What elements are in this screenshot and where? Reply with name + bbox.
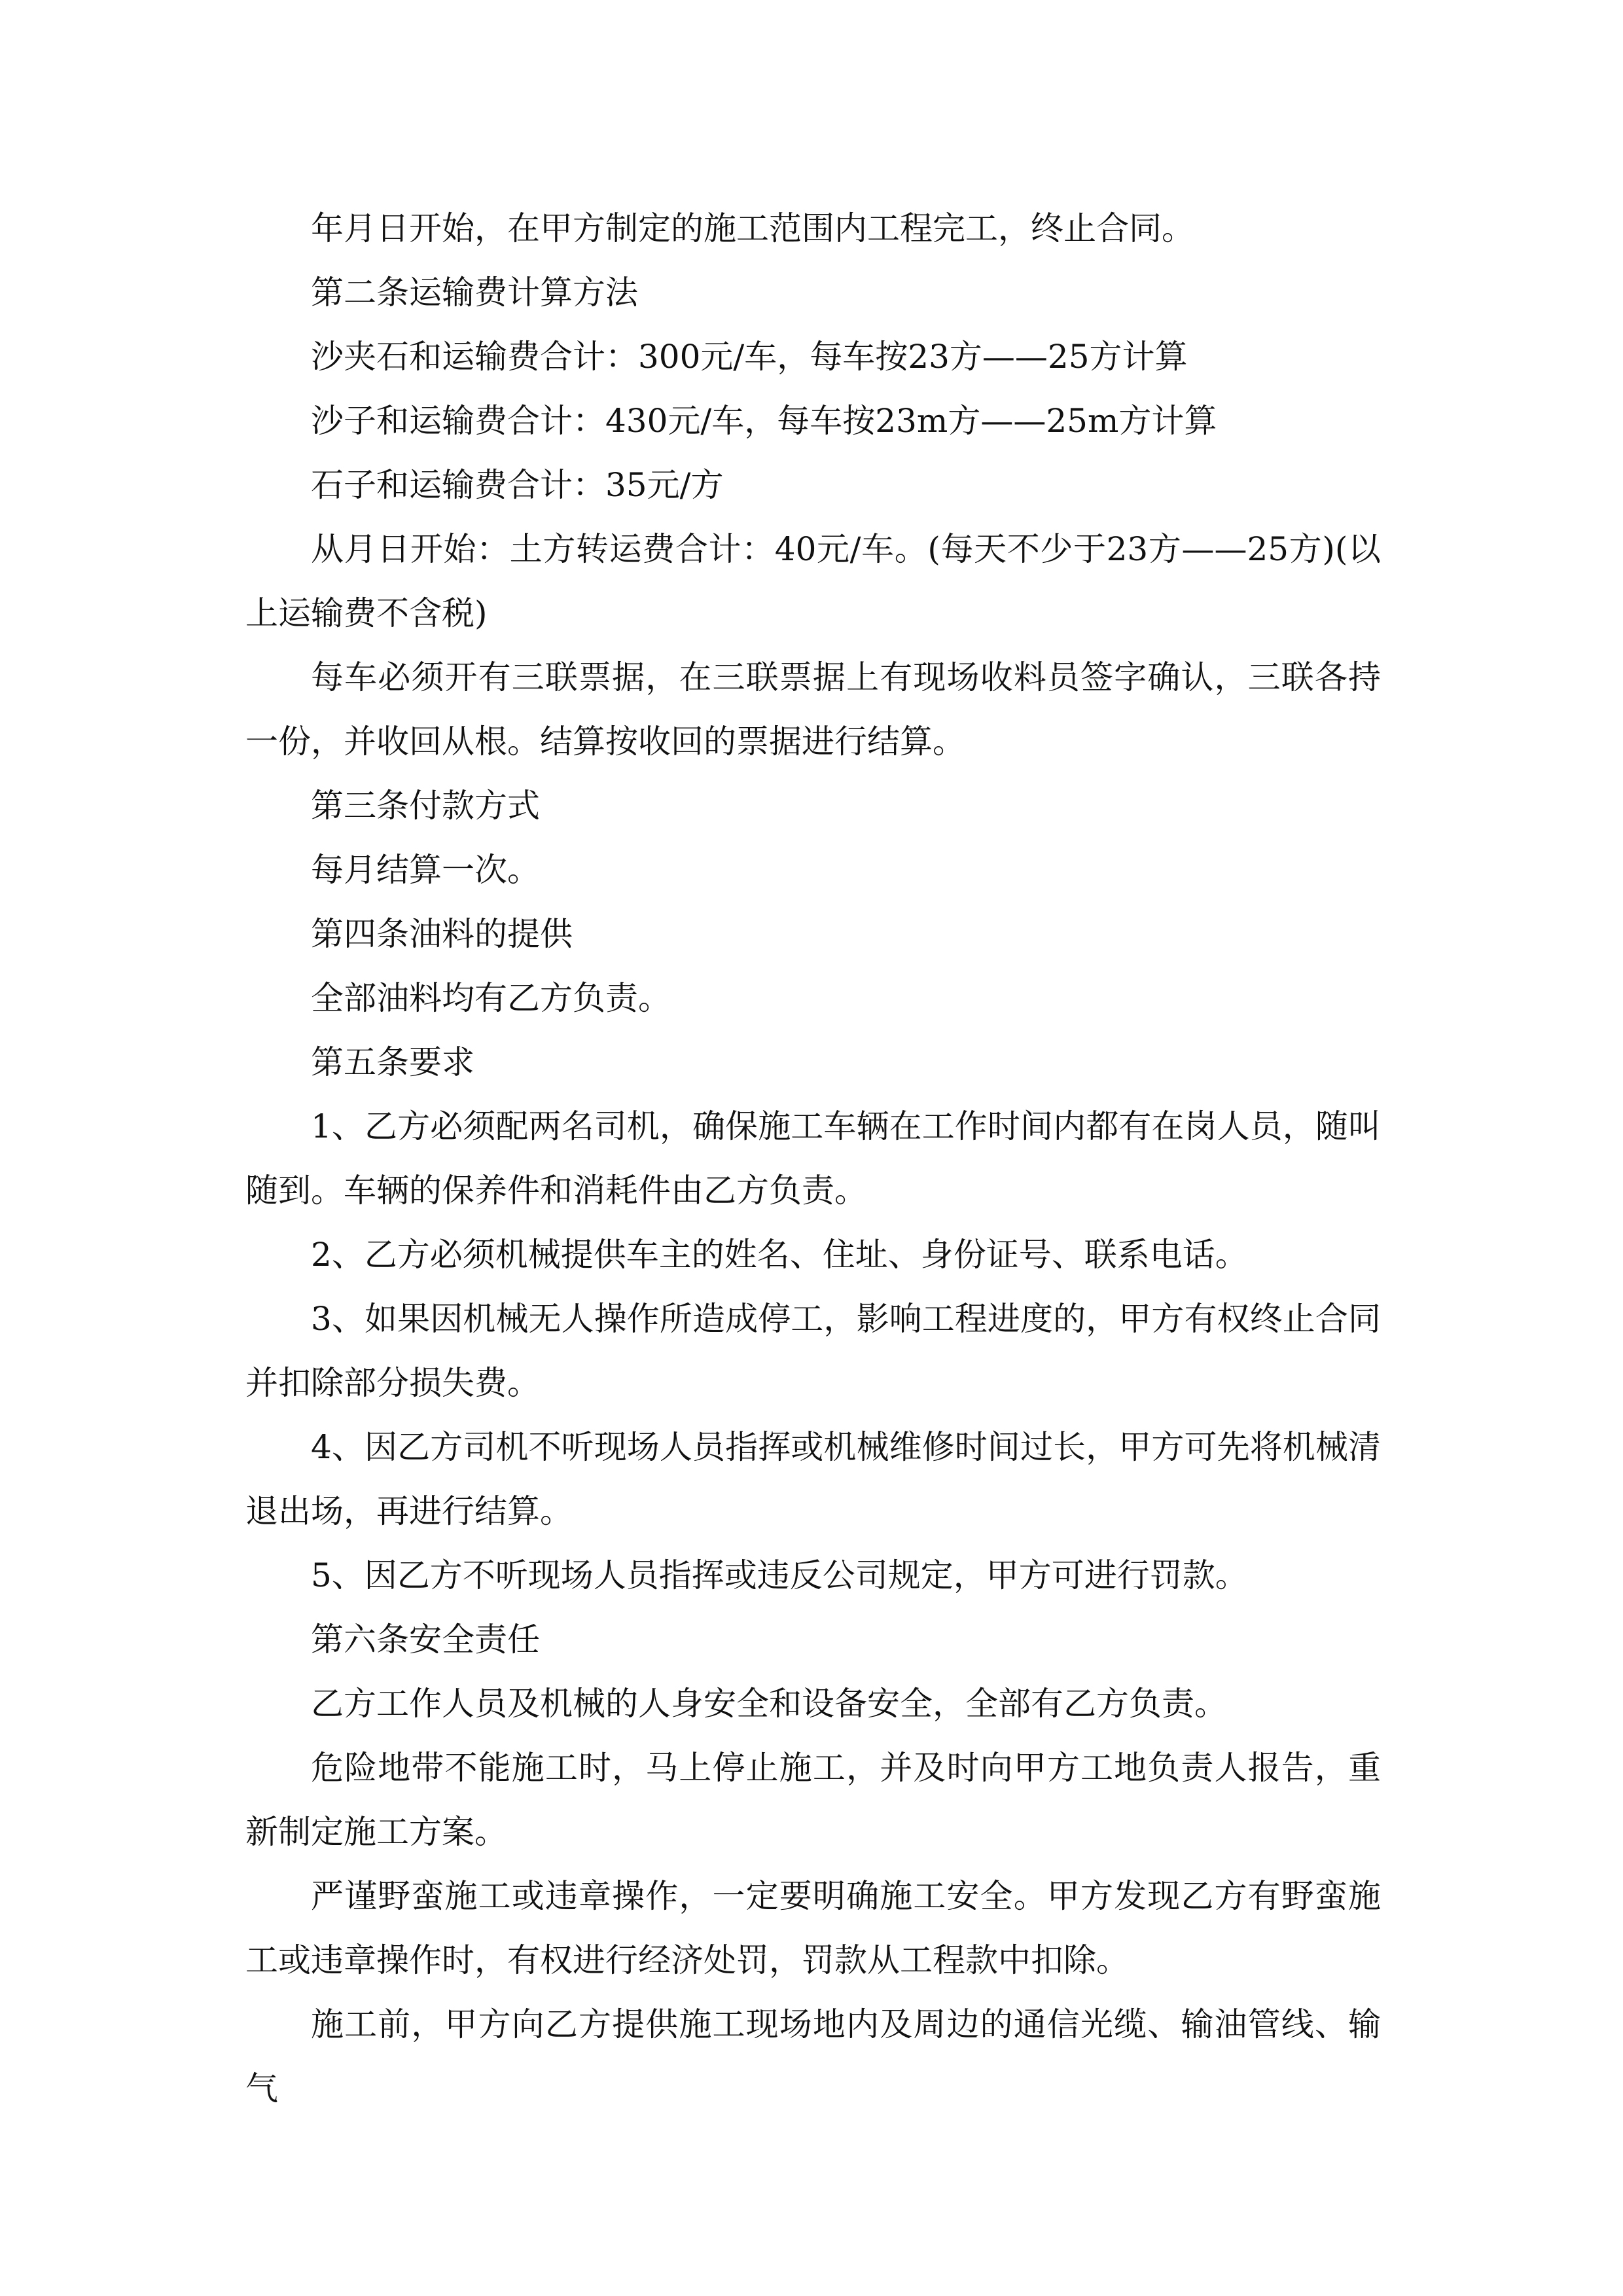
paragraph: 施工前，甲方向乙方提供施工现场地内及周边的通信光缆、输油管线、输气 bbox=[245, 2005, 1381, 2108]
paragraph: 年月日开始，在甲方制定的施工范围内工程完工，终止合同。 bbox=[311, 209, 1194, 247]
section-heading: 第二条运输费计算方法 bbox=[311, 274, 638, 312]
section-heading: 第六条安全责任 bbox=[311, 1621, 540, 1659]
list-item: 3、如果因机械无人操作所造成停工，影响工程进度的，甲方有权终止合同并扣除部分损失费。 bbox=[245, 1300, 1381, 1402]
paragraph: 每车必须开有三联票据，在三联票据上有现场收料员签字确认，三联各持一份，并收回从根。结算按收回的票据进行结算。 bbox=[245, 658, 1381, 761]
paragraph: 严谨野蛮施工或违章操作，一定要明确施工安全。甲方发现乙方有野蛮施工或违章操作时，有权进行经济处罚，罚款从工程款中扣除。 bbox=[245, 1877, 1381, 1979]
paragraph: 沙夹石和运输费合计：300元/车，每车按23方——25方计算 bbox=[311, 338, 1188, 376]
list-item: 1、乙方必须配两名司机，确保施工车辆在工作时间内都有在岗人员，随叫随到。车辆的保养件和消耗件由乙方负责。 bbox=[245, 1107, 1381, 1210]
paragraph: 全部油料均有乙方负责。 bbox=[311, 979, 671, 1017]
paragraph: 乙方工作人员及机械的人身安全和设备安全，全部有乙方负责。 bbox=[311, 1685, 1227, 1723]
section-heading: 第四条油料的提供 bbox=[311, 915, 573, 953]
list-item: 4、因乙方司机不听现场人员指挥或机械维修时间过长，甲方可先将机械清退出场，再进行结算。 bbox=[245, 1428, 1381, 1530]
list-item: 5、因乙方不听现场人员指挥或违反公司规定，甲方可进行罚款。 bbox=[311, 1556, 1248, 1594]
paragraph: 沙子和运输费合计：430元/车，每车按23m方——25m方计算 bbox=[311, 402, 1217, 440]
paragraph: 每月结算一次。 bbox=[311, 851, 540, 889]
list-item: 2、乙方必须机械提供车主的姓名、住址、身份证号、联系电话。 bbox=[311, 1236, 1248, 1274]
paragraph: 石子和运输费合计：35元/方 bbox=[311, 466, 724, 504]
document-body bbox=[245, 196, 1381, 2121]
section-heading: 第五条要求 bbox=[311, 1043, 474, 1081]
paragraph: 从月日开始：土方转运费合计：40元/车。(每天不少于23方——25方)(以上运输费不含税) bbox=[245, 530, 1381, 632]
paragraph: 危险地带不能施工时，马上停止施工，并及时向甲方工地负责人报告，重新制定施工方案。 bbox=[245, 1749, 1381, 1851]
section-heading: 第三条付款方式 bbox=[311, 787, 540, 825]
